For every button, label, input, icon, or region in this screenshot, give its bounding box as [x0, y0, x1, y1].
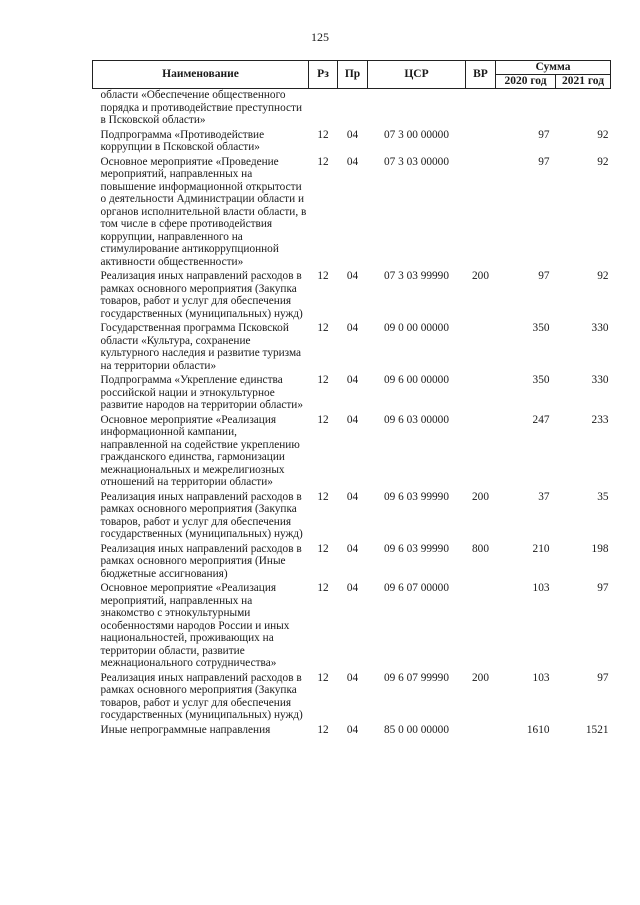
cell-sum-2021: 92	[597, 270, 609, 282]
header-name: Наименование	[93, 61, 309, 89]
cell-rz	[309, 89, 338, 129]
table-row	[93, 270, 611, 322]
cell-pr: 04	[346, 322, 359, 334]
cell-csr: 07 3 03 00000	[384, 155, 449, 168]
cell-pr	[338, 89, 368, 129]
cell-sum-2020: 37	[538, 490, 550, 503]
table-row	[93, 156, 611, 271]
cell-sum-2021: 233	[591, 413, 609, 426]
cell-csr: 85 0 00 00000	[384, 723, 449, 736]
table-row	[93, 543, 611, 583]
cell-vr	[466, 414, 496, 491]
cell-pr: 04	[346, 723, 359, 736]
cell-rz: 12	[317, 322, 329, 334]
cell-name: Подпрограмма «Укрепление единства российской нации и этнокультурное развитие народов на территории области»	[100, 374, 303, 411]
table-row	[93, 414, 611, 491]
cell-pr: 04	[346, 155, 359, 168]
cell-pr: 04	[346, 490, 359, 503]
table-row	[93, 89, 611, 129]
cell-name: Основное мероприятие «Реализация мероприятий, направленных на знакомство с этнокультурными особенностями народов России и иных национальностей, проживающих на территории области, развитие межнационального сотрудничества»	[100, 582, 290, 669]
cell-sum-2020: 350	[532, 374, 550, 386]
cell-vr	[466, 724, 496, 739]
cell-pr: 04	[346, 582, 359, 594]
table-row	[93, 491, 611, 543]
cell-sum-2021: 97	[597, 671, 609, 684]
page-number: 125	[311, 30, 329, 44]
cell-csr: 09 6 07 99990	[384, 671, 449, 684]
cell-name: Реализация иных направлений расходов в рамках основного мероприятия (Закупка товаров, работ и услуг для обеспечения государственных (муниципальных) нужд)	[100, 490, 303, 540]
cell-sum-2021: 1521	[585, 723, 609, 736]
cell-sum-2020: 97	[538, 128, 550, 141]
cell-sum-2021: 330	[591, 374, 609, 386]
table-row	[93, 374, 611, 414]
cell-sum-2021	[556, 89, 611, 129]
cell-sum-2021: 92	[597, 155, 609, 168]
cell-vr: 200	[472, 270, 489, 282]
cell-csr: 09 6 03 00000	[384, 413, 449, 426]
cell-sum-2020: 97	[538, 270, 550, 282]
cell-sum-2020: 97	[538, 155, 550, 168]
cell-pr: 04	[346, 270, 359, 282]
cell-vr	[466, 582, 496, 672]
cell-csr: 09 0 00 00000	[384, 322, 449, 334]
cell-name: Реализация иных направлений расходов в рамках основного мероприятия (Закупка товаров, работ и услуг для обеспечения государственных (муниципальных) нужд)	[100, 270, 303, 320]
header-rz: Рз	[309, 61, 338, 89]
cell-vr	[466, 89, 496, 129]
cell-sum-2021: 97	[597, 582, 609, 594]
cell-csr: 09 6 03 99990	[384, 490, 449, 503]
cell-csr: 09 6 03 99990	[384, 542, 449, 555]
cell-sum-2020: 350	[532, 322, 550, 334]
cell-sum-2021: 92	[597, 128, 609, 141]
cell-rz: 12	[317, 155, 329, 168]
cell-name: Подпрограмма «Противодействие коррупции в Псковской области»	[100, 128, 265, 153]
table-row	[93, 724, 611, 739]
cell-rz: 12	[317, 374, 329, 386]
header-csr: ЦСР	[368, 61, 466, 89]
table-row	[93, 672, 611, 724]
cell-rz: 12	[317, 582, 329, 594]
cell-vr	[466, 129, 496, 156]
cell-csr	[368, 89, 466, 129]
cell-sum-2020: 247	[532, 413, 550, 426]
cell-csr: 07 3 03 99990	[384, 270, 449, 282]
cell-rz: 12	[317, 270, 329, 282]
header-sum: Сумма	[496, 61, 611, 75]
cell-csr: 09 6 07 00000	[384, 582, 449, 594]
header-year-2020: 2020 год	[496, 75, 556, 89]
cell-name: Основное мероприятие «Реализация информационной кампании, направленной на содействие укреплению гражданского единства, гармонизации межнациональных и межрелигиозных отношений на территории области»	[100, 413, 300, 488]
cell-sum-2021: 198	[591, 542, 609, 555]
table-row	[93, 582, 611, 672]
cell-rz: 12	[317, 490, 329, 503]
cell-rz: 12	[317, 413, 329, 426]
cell-sum-2021: 330	[591, 322, 609, 334]
cell-name: Иные непрограммные направления	[100, 723, 271, 736]
cell-name: области «Обеспечение общественного порядка и противодействие преступности в Псковской области»	[100, 89, 303, 126]
cell-vr	[466, 322, 496, 374]
table-body	[93, 89, 611, 739]
cell-sum-2020: 103	[532, 671, 550, 684]
cell-sum-2021: 35	[597, 490, 609, 503]
cell-vr: 800	[472, 542, 489, 555]
cell-rz: 12	[317, 542, 329, 555]
cell-pr: 04	[346, 542, 359, 555]
cell-name: Государственная программа Псковской области «Культура, сохранение культурного наследия и развитие туризма на территории области»	[100, 322, 302, 372]
table-row	[93, 322, 611, 374]
cell-pr: 04	[346, 128, 359, 141]
cell-pr: 04	[346, 413, 359, 426]
table-header	[93, 61, 611, 89]
header-pr: Пр	[338, 61, 368, 89]
table-row	[93, 129, 611, 156]
cell-sum-2020	[496, 89, 556, 129]
cell-vr: 200	[472, 490, 489, 503]
cell-csr: 09 6 00 00000	[384, 374, 449, 386]
cell-name: Основное мероприятие «Проведение мероприятий, направленных на повышение информационной открытости о деятельности Администрации области и органов исполнительной власти области, в том числе в сфере противодействия коррупции, направленного на стимулирование антикоррупционной активности общественности»	[100, 155, 307, 268]
cell-sum-2020: 210	[532, 542, 550, 555]
header-year-2021: 2021 год	[556, 75, 611, 89]
cell-sum-2020: 1610	[526, 723, 550, 736]
cell-vr	[466, 374, 496, 414]
cell-vr	[466, 156, 496, 271]
cell-name: Реализация иных направлений расходов в рамках основного мероприятия (Иные бюджетные ассигнования)	[100, 542, 302, 580]
cell-rz: 12	[317, 128, 329, 141]
cell-csr: 07 3 00 00000	[384, 128, 449, 141]
header-vr: ВР	[466, 61, 496, 89]
cell-vr: 200	[472, 671, 489, 684]
cell-sum-2020: 103	[532, 582, 550, 594]
cell-name: Реализация иных направлений расходов в рамках основного мероприятия (Закупка товаров, работ и услуг для обеспечения государственных (муниципальных) нужд)	[100, 671, 303, 721]
budget-table	[92, 60, 611, 738]
cell-rz: 12	[317, 671, 329, 684]
cell-pr: 04	[346, 374, 359, 386]
cell-pr: 04	[346, 671, 359, 684]
cell-rz: 12	[317, 723, 329, 736]
